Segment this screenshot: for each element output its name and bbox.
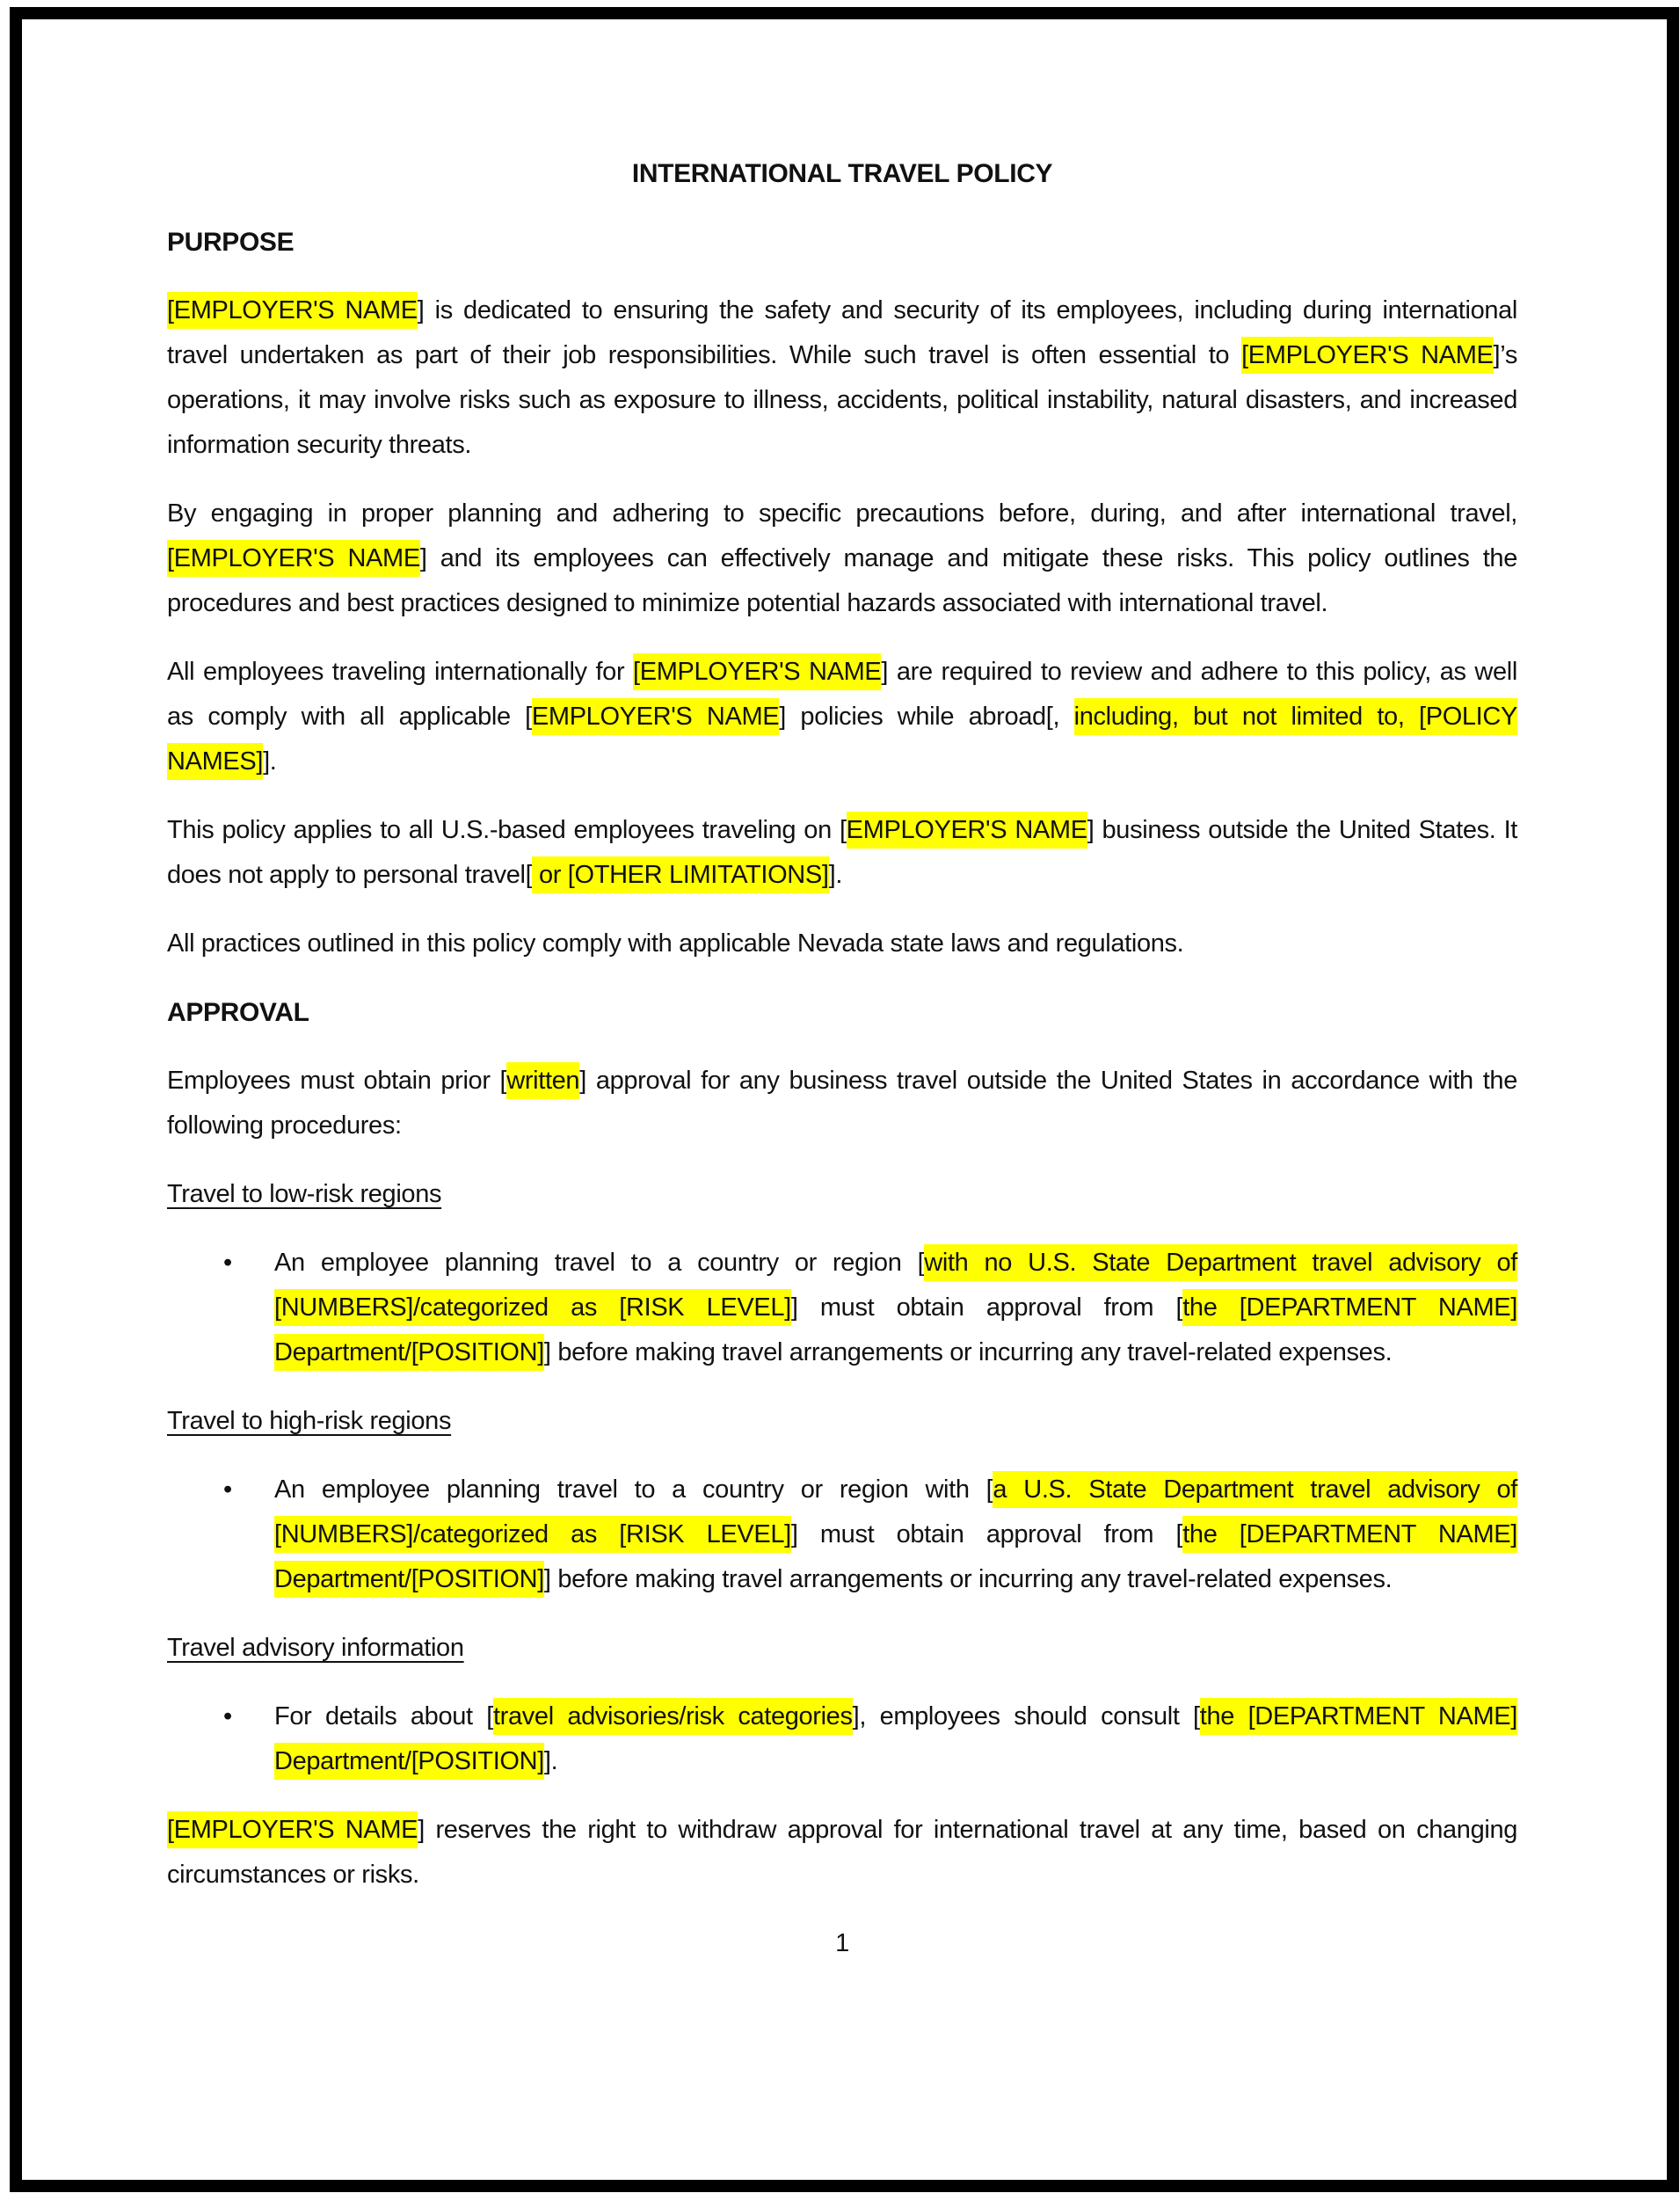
highlighted-placeholder: [EMPLOYER'S NAME xyxy=(167,540,420,577)
subheading-low-risk-regions: Travel to low-risk regions xyxy=(167,1180,442,1208)
highlighted-placeholder: travel advisories/risk categories xyxy=(493,1698,853,1735)
paragraph-purpose-1 xyxy=(167,288,1517,468)
subheading-travel-advisory-information: Travel advisory information xyxy=(167,1634,464,1662)
text-run: By engaging in proper planning and adhering to specific precautions before, during, and after international travel, xyxy=(167,499,1517,528)
text-run: ] before making travel arrangements or incurring any travel-related expenses. xyxy=(543,1565,1393,1593)
document-title: INTERNATIONAL TRAVEL POLICY xyxy=(631,159,1053,188)
text-run: ] approval for any business travel outside the United States in accordance with the following procedures: xyxy=(167,1067,1517,1140)
paragraph-approval-intro xyxy=(167,1059,1517,1148)
text-run: ]’s operations, it may involve risks such as exposure to illness, accidents, political instability, natural disasters, and increased information security threats. xyxy=(167,341,1517,459)
text-run: ] before making travel arrangements or incurring any travel-related expenses. xyxy=(543,1338,1393,1366)
text-run: All practices outlined in this policy comply with applicable Nevada state laws and regulations. xyxy=(167,929,1184,958)
bullet-high-risk xyxy=(167,1468,1517,1602)
text-run: ] must obtain approval from [ xyxy=(790,1520,1183,1548)
text-run: Employees must obtain prior [ xyxy=(167,1067,507,1095)
page-content xyxy=(167,0,1517,1966)
bullet-travel-advisory xyxy=(167,1694,1517,1784)
highlighted-placeholder: [EMPLOYER'S NAME xyxy=(633,653,881,690)
text-run: ] policies while abroad[, xyxy=(779,703,1074,731)
text-run: ] reserves the right to withdraw approval for international travel at any time, based on changing circumstances or risks. xyxy=(167,1816,1518,1889)
highlighted-placeholder: the [DEPARTMENT NAME] Department/[POSITION] xyxy=(274,1289,1517,1371)
highlighted-placeholder: [EMPLOYER'S NAME xyxy=(167,1811,418,1848)
bullet-low-risk xyxy=(167,1241,1517,1375)
text-run: ], employees should consult [ xyxy=(852,1702,1200,1730)
highlighted-placeholder: the [DEPARTMENT NAME] Department/[POSITION] xyxy=(274,1698,1517,1780)
highlighted-placeholder: written xyxy=(506,1062,579,1099)
text-run: ]. xyxy=(263,747,277,776)
highlighted-placeholder: or [OTHER LIMITATIONS] xyxy=(532,856,828,893)
text-run: For details about [ xyxy=(274,1702,493,1730)
text-run: All employees traveling internationally for xyxy=(167,658,634,686)
text-run: ] is dedicated to ensuring the safety and security of its employees, including during international travel undertaken as part of their job responsibilities. While such travel is often essential to xyxy=(167,296,1517,369)
paragraph-purpose-2 xyxy=(167,492,1517,626)
highlighted-placeholder: the [DEPARTMENT NAME] Department/[POSITION] xyxy=(274,1516,1517,1598)
text-run: ] business outside the United States. It does not apply to personal travel[ xyxy=(167,816,1517,889)
highlighted-placeholder: EMPLOYER'S NAME xyxy=(847,812,1087,849)
text-run: ] and its employees can effectively manage and mitigate these risks. This policy outlines the procedures and best practices designed to minimize potential hazards associated with international travel. xyxy=(167,544,1517,617)
text-run: ] are required to review and adhere to this policy, as well as comply with all applicable [ xyxy=(167,658,1517,731)
text-run: ]. xyxy=(828,861,843,889)
highlighted-placeholder: EMPLOYER'S NAME xyxy=(532,698,779,735)
text-run: ] must obtain approval from [ xyxy=(790,1293,1183,1322)
text-run: This policy applies to all U.S.-based employees traveling on [ xyxy=(167,816,847,844)
highlighted-placeholder: with no U.S. State Department travel advisory of [NUMBERS]/categorized as [RISK LEVEL] xyxy=(274,1244,1517,1326)
page-number: 1 xyxy=(835,1929,849,1957)
text-run: An employee planning travel to a country or region [ xyxy=(274,1249,925,1277)
section-heading-purpose: PURPOSE xyxy=(167,228,295,257)
highlighted-placeholder: [EMPLOYER'S NAME xyxy=(167,292,418,329)
text-run: An employee planning travel to a country or region with [ xyxy=(274,1475,993,1504)
paragraph-purpose-3 xyxy=(167,650,1517,784)
highlighted-placeholder: including, but not limited to, [POLICY NAMES] xyxy=(167,698,1517,780)
text-run: ]. xyxy=(543,1747,558,1775)
highlighted-placeholder: [EMPLOYER'S NAME xyxy=(1241,337,1493,374)
paragraph-purpose-4 xyxy=(167,808,1517,898)
section-heading-approval: APPROVAL xyxy=(167,998,309,1027)
paragraph-purpose-5 xyxy=(167,922,1517,966)
paragraph-approval-closing xyxy=(167,1808,1517,1898)
highlighted-placeholder: a U.S. State Department travel advisory of [NUMBERS]/categorized as [RISK LEVEL] xyxy=(274,1471,1517,1553)
subheading-high-risk-regions: Travel to high-risk regions xyxy=(167,1407,452,1435)
